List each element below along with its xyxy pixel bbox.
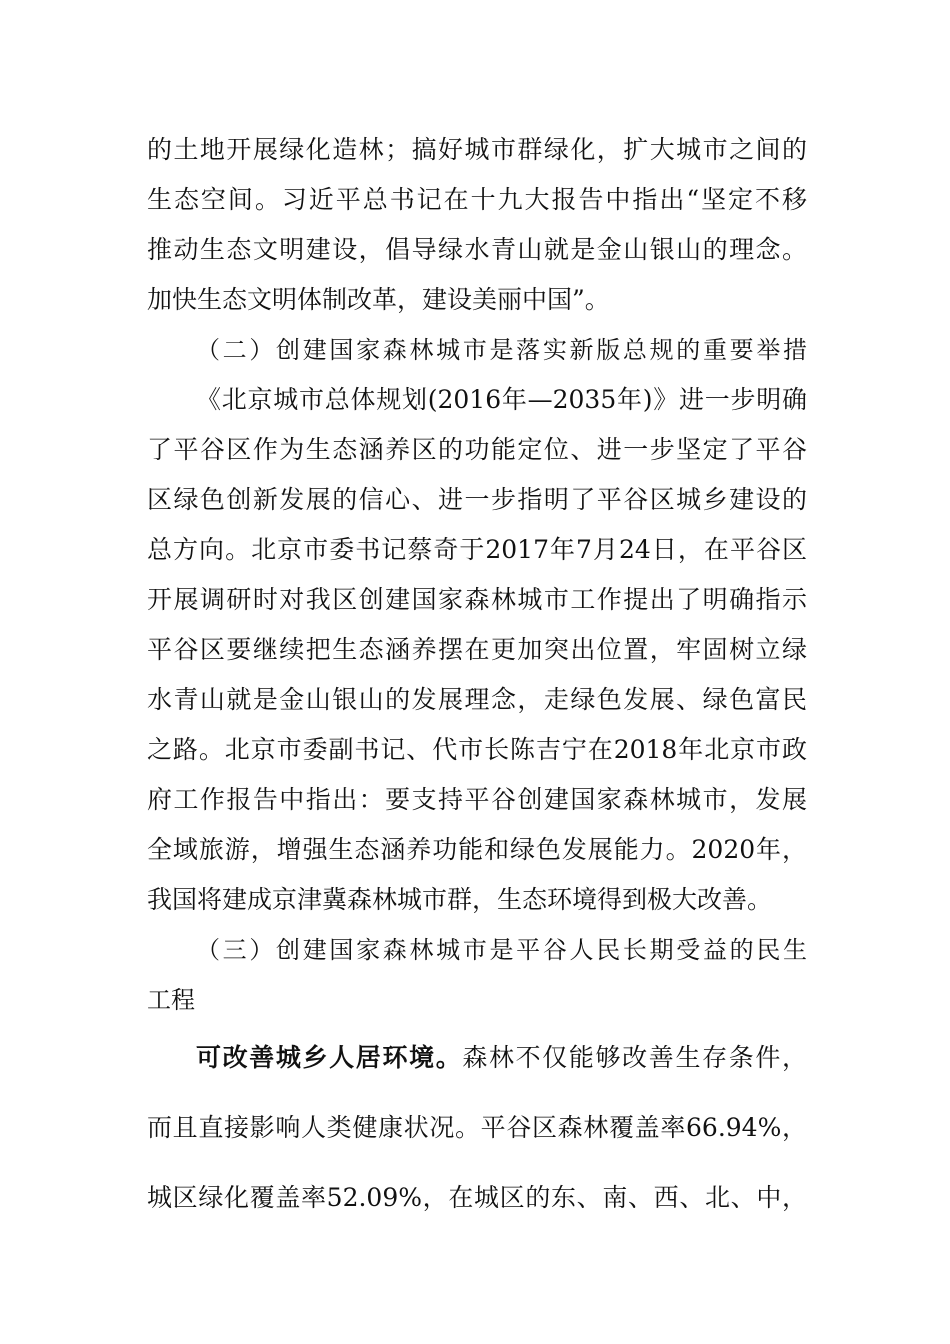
paragraph-3-line-2: 而且直接影响人类健康状况。平谷区森林覆盖率66.94%， [147,1113,807,1142]
paragraph-2-line-10: 全域旅游，增强生态涵养功能和绿色发展能力。2020年， [147,835,807,864]
paragraph-3-lead-bold: 可改善城乡人居环境。 [196,1043,463,1072]
section-heading-3-line-2: 工程 [147,986,195,1014]
paragraph-2-line-11: 我国将建成京津冀森林城市群，生态环境得到极大改善。 [147,885,773,914]
paragraph-2-line-7: 水青山就是金山银山的发展理念，走绿色发展、绿色富民 [147,685,807,714]
paragraph-1-line-3: 推动生态文明建设，倡导绿水青山就是金山银山的理念。 [147,235,807,264]
paragraph-2-line-3: 区绿色创新发展的信心、进一步指明了平谷区城乡建设的 [147,485,807,514]
paragraph-2-line-9: 府工作报告中指出：要支持平谷创建国家森林城市，发展 [147,785,807,814]
paragraph-3-line-3: 城区绿化覆盖率52.09%，在城区的东、南、西、北、中， [147,1183,807,1212]
paragraph-2-line-6: 平谷区要继续把生态涵养摆在更加突出位置，牢固树立绿 [147,635,807,664]
paragraph-2-line-2: 了平谷区作为生态涵养区的功能定位、进一步坚定了平谷 [147,435,807,464]
paragraph-2-line-4: 总方向。北京市委书记蔡奇于2017年7月24日，在平谷区 [147,535,807,564]
paragraph-2-line-5: 开展调研时对我区创建国家森林城市工作提出了明确指示 [147,585,807,614]
paragraph-3-line-1 [196,1040,807,1076]
paragraph-3-lead-rest: 森林不仅能够改善生存条件， [462,1043,807,1072]
paragraph-2-line-1: 《北京城市总体规划(2016年—2035年)》进一步明确 [196,385,807,414]
section-heading-2: （二）创建国家森林城市是落实新版总规的重要举措 [196,336,807,364]
paragraph-1-line-1: 的土地开展绿化造林；搞好城市群绿化，扩大城市之间的 [147,135,807,164]
paragraph-1-line-2: 生态空间。习近平总书记在十九大报告中指出“坚定不移 [147,185,807,214]
paragraph-1-line-4: 加快生态文明体制改革，建设美丽中国”。 [147,285,610,314]
section-heading-3-line-1: （三）创建国家森林城市是平谷人民长期受益的民生 [196,936,807,964]
paragraph-2-line-8: 之路。北京市委副书记、代市长陈吉宁在2018年北京市政 [147,735,807,764]
